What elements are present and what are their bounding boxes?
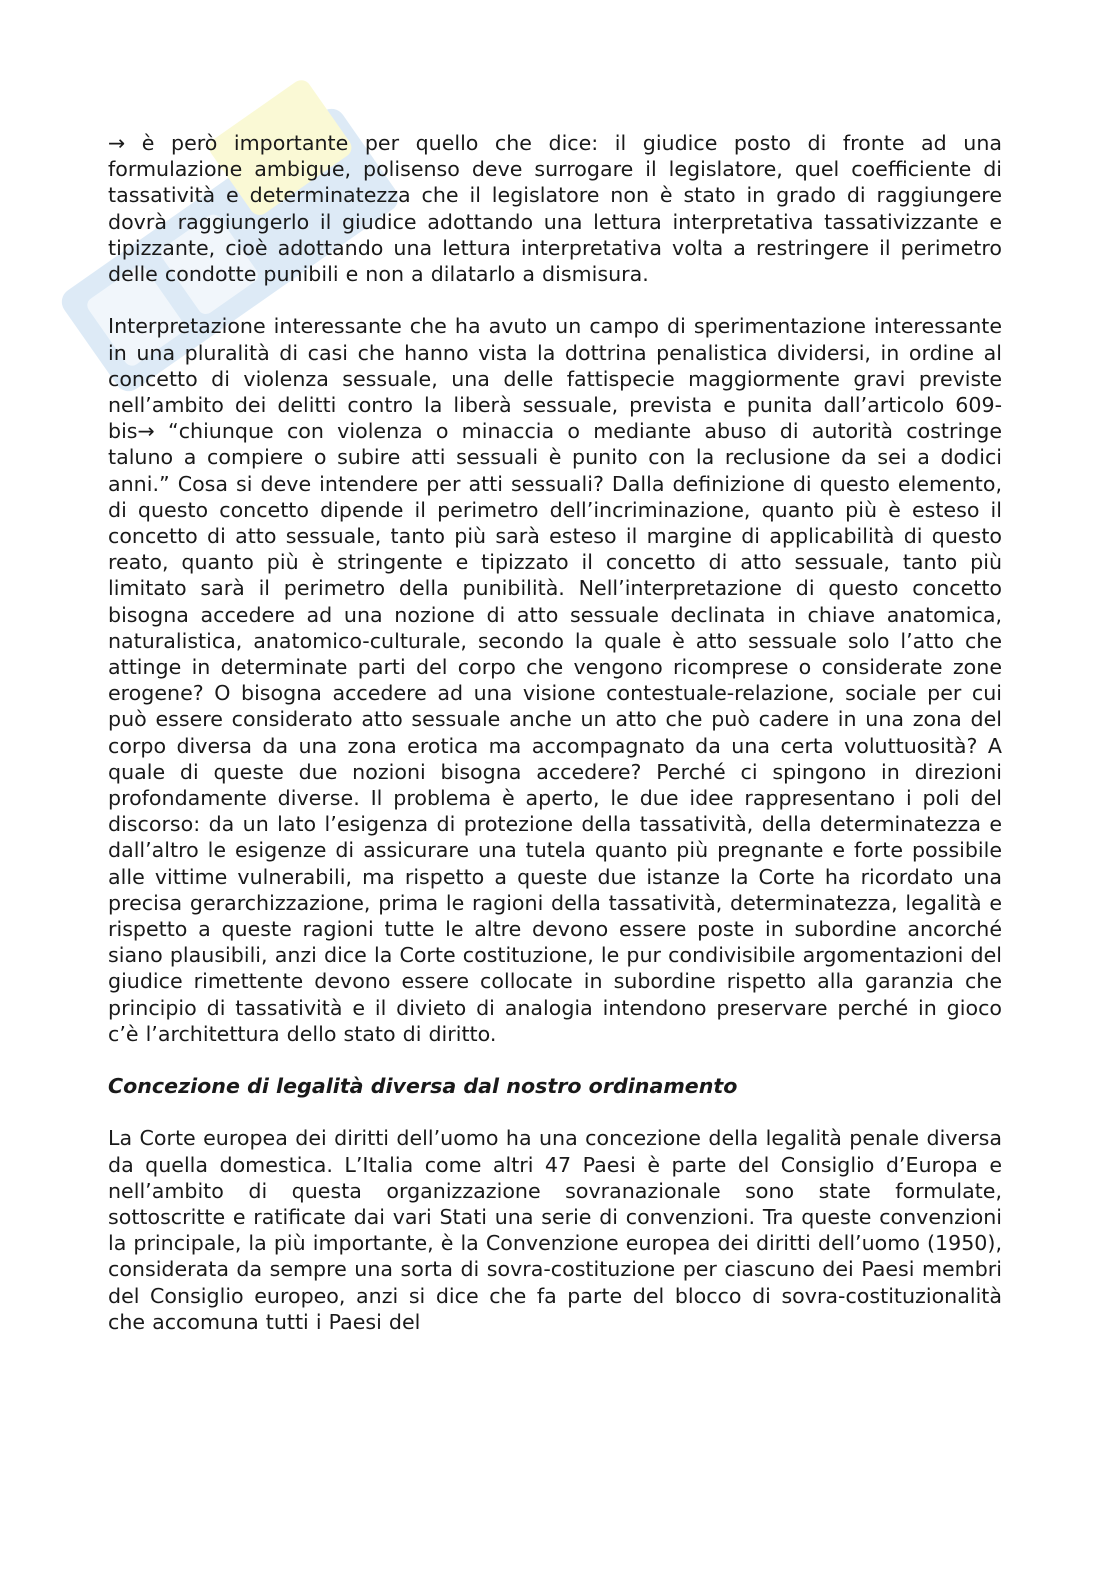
section-heading: Concezione di legalità diversa dal nostro ordinamento — [108, 1074, 738, 1099]
paragraph-3: La Corte europea dei diritti dell’uomo ha una concezione della legalità penale diversa da quella domestica. L’Italia come altri 47 Paesi è parte del Consiglio d’Europa e nell’ambito di questa organizzazione sovranazionale sono state formulate, sottoscritte e ratificate dai vari Stati una serie di convenzioni. Tra queste convenzioni la principale, la più importante, è la Convenzione europea dei diritti dell’uomo (1950), considerata da sempre una sorta di sovra-costituzione per ciascuno dei Paesi membri del Consiglio europeo, anzi si dice che fa parte del blocco di sovra-costituzionalità che accomuna tutti i Paesi del — [108, 1126, 1002, 1334]
paragraph-2: Interpretazione interessante che ha avuto un campo di sperimentazione interessante in una pluralità di casi che hanno vista la dottrina penalistica dividersi, in ordine al concetto di violenza sessuale, una delle fattispecie maggiormente gravi previste nell’ambito dei delitti contro la liberà sessuale, prevista e punita dall’articolo 609-bis→ “chiunque con violenza o minaccia o mediante abuso di autorità costringe taluno a compiere o subire atti sessuali è punito con la reclusione da sei a dodici anni.” Cosa si deve intendere per atti sessuali? Dalla definizione di questo elemento, di questo concetto dipende il perimetro dell’incriminazione, quanto più è esteso il concetto di atto sessuale, tanto più sarà esteso il margine di applicabilità di questo reato, quanto più è stringente e tipizzato il concetto di atto sessuale, tanto più limitato sarà il perimetro della punibilità. Nell’interpretazione di questo concetto bisogna accedere ad una nozione di atto sessuale declinata in chiave anatomica, naturalistica, anatomico-culturale, secondo la quale è atto sessuale solo l’atto che attinge in determinate parti del corpo che vengono ricomprese o considerate zone erogene? O bisogna accedere ad una visione contestuale-relazione, sociale per cui può essere considerato atto sessuale anche un atto che può cadere in una zona del corpo diversa da una zona erotica ma accompagnato da una certa voluttuosità? A quale di queste due nozioni bisogna accedere? Perché ci spingono in direzioni profondamente diverse. Il problema è aperto, le due idee rappresentano i poli del discorso: da un lato l’esigenza di protezione della tassatività, della determinatezza e dall’altro le esigenze di assicurare una tutela quanto più pregnante e forte possibile alle vittime vulnerabili, ma rispetto a queste due istanze la Corte ha ricordato una precisa gerarchizzazione, prima le ragioni della tassatività, determinatezza, legalità e rispetto a queste ragioni tutte le altre devono essere poste in subordine ancorché siano plausibili, anzi dice la Corte costituzione, le pur condivisibile argomentazioni del giudice rimettente devono essere collocate in subordine rispetto alla garanzia che principio di tassatività e il divieto di analogia intendono preservare perché in gioco c’è l’architettura dello stato di diritto. — [108, 314, 1002, 1046]
paragraph-1: → è però importante per quello che dice: il giudice posto di fronte ad una formulazione ambigue, polisenso deve surrogare il legislatore, quel coefficiente di tassatività e determinatezza che il legislatore non è stato in grado di raggiungere dovrà raggiungerlo il giudice adottando una lettura interpretativa tassativizzante e tipizzante, cioè adottando una lettura interpretativa volta a restringere il perimetro delle condotte punibili e non a dilatarlo a dismisura. — [108, 131, 1002, 287]
document-page — [108, 130, 1002, 1335]
